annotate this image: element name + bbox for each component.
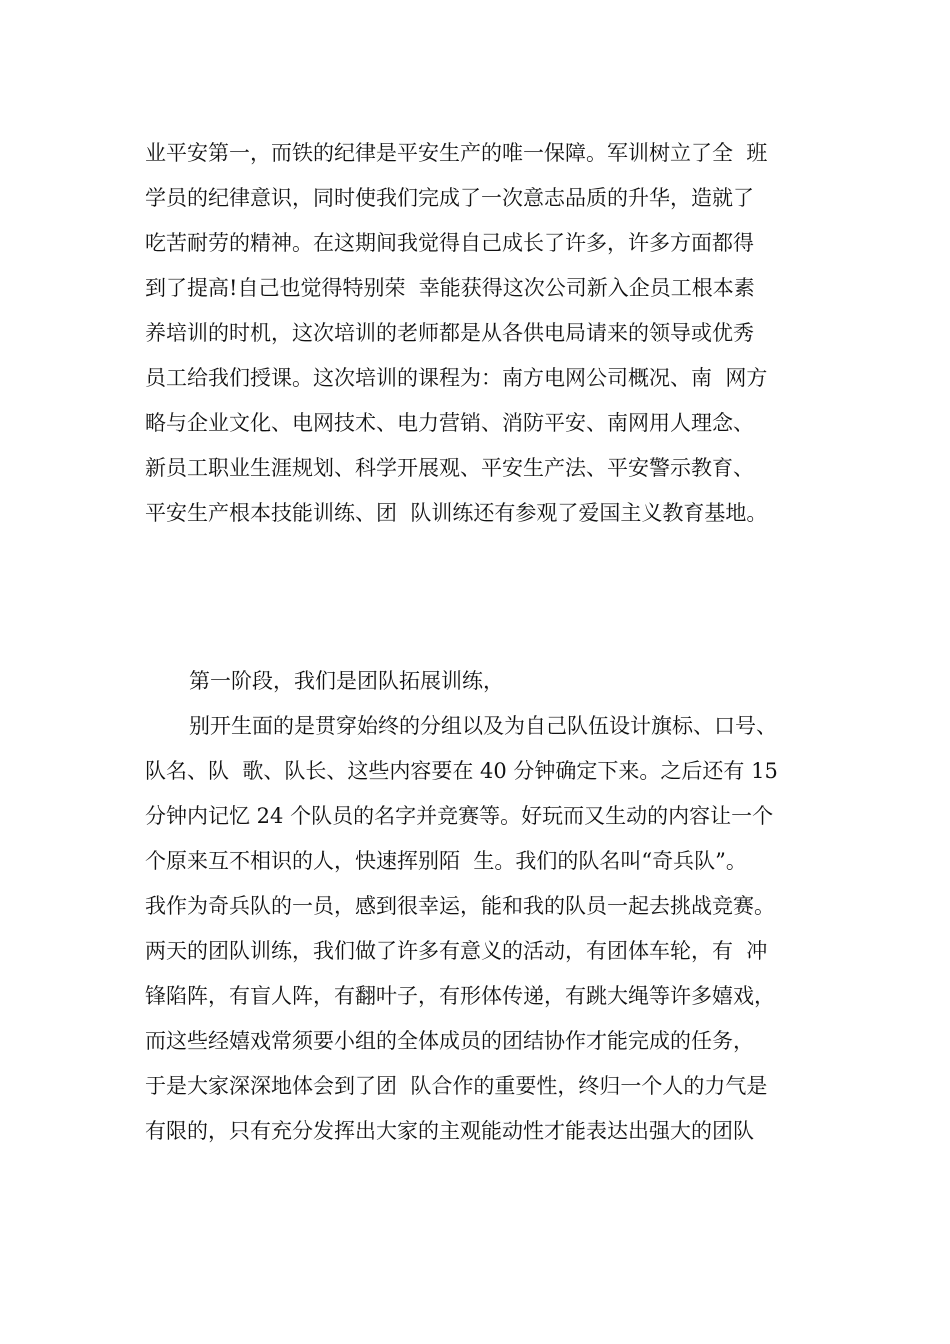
- text-line: 员工给我们授课。这次培训的课程为：南方电网公司概况、南 网方: [145, 366, 768, 390]
- text-line: 别开生面的是贯穿始终的分组以及为自己队伍设计旗标、口号、: [189, 714, 777, 738]
- text-line: 略与企业文化、电网技术、电力营销、消防平安、南网用人理念、: [145, 411, 754, 435]
- text-line: 吃苦耐劳的精神。在这期间我觉得自己成长了许多，许多方面都得: [145, 231, 754, 255]
- text-line: 锋陷阵，有盲人阵，有翻叶子，有形体传递，有跳大绳等许多嬉戏，: [145, 984, 775, 1008]
- text-line: 个原来互不相识的人，快速挥别陌 生。我们的队名叫“奇兵队”。: [145, 849, 747, 873]
- text-line: 到了提高!自己也觉得特别荣 幸能获得这次公司新入企员工根本素: [145, 276, 755, 300]
- text-line: 养培训的时机，这次培训的老师都是从各供电局请来的领导或优秀: [145, 321, 754, 345]
- section-heading: 第一阶段，我们是团队拓展训练，: [189, 669, 504, 693]
- text-line: 于是大家深深地体会到了团 队合作的重要性，终归一个人的力气是: [145, 1074, 768, 1098]
- text-line: 有限的，只有充分发挥出大家的主观能动性才能表达出强大的团队: [145, 1119, 754, 1143]
- text-line: 两天的团队训练，我们做了许多有意义的活动，有团体车轮，有 冲: [145, 939, 768, 963]
- text-line: 而这些经嬉戏常须要小组的全体成员的团结协作才能完成的任务，: [145, 1029, 754, 1053]
- text-line: 学员的纪律意识，同时使我们完成了一次意志品质的升华，造就了: [145, 186, 754, 210]
- text-line: 分钟内记忆 24 个队员的名字并竞赛等。好玩而又生动的内容让一个: [145, 804, 774, 828]
- text-line: 平安生产根本技能训练、团 队训练还有参观了爱国主义教育基地。: [145, 501, 768, 525]
- text-line: 业平安第一，而铁的纪律是平安生产的唯一保障。军训树立了全 班: [145, 141, 768, 165]
- text-line: 我作为奇兵队的一员，感到很幸运，能和我的队员一起去挑战竞赛。: [145, 894, 775, 918]
- text-line: 队名、队 歌、队长、这些内容要在 40 分钟确定下来。之后还有 15: [145, 759, 778, 783]
- text-line: 新员工职业生涯规划、科学开展观、平安生产法、平安警示教育、: [145, 456, 754, 480]
